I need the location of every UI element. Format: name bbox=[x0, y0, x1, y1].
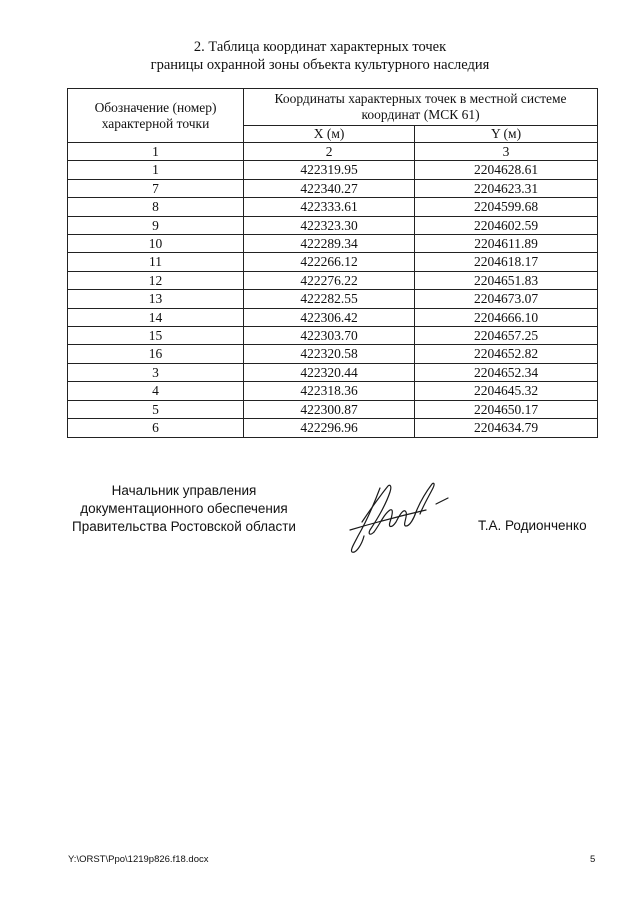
x-coordinate-cell: 422266.12 bbox=[244, 253, 415, 271]
point-number-cell: 15 bbox=[68, 327, 244, 345]
point-number-cell: 16 bbox=[68, 345, 244, 363]
point-number-cell: 13 bbox=[68, 290, 244, 308]
point-number-cell: 11 bbox=[68, 253, 244, 271]
table-row bbox=[68, 179, 598, 197]
x-coordinate-cell: 422340.27 bbox=[244, 179, 415, 197]
table-row bbox=[68, 235, 598, 253]
coordinates-table bbox=[67, 88, 598, 438]
table-row bbox=[68, 327, 598, 345]
column-number-row bbox=[68, 143, 598, 161]
x-coordinate-cell: 422319.95 bbox=[244, 161, 415, 179]
header-y: Y (м) bbox=[415, 126, 598, 143]
table-row bbox=[68, 271, 598, 289]
x-coordinate-cell: 422300.87 bbox=[244, 400, 415, 418]
x-coordinate-cell: 422320.44 bbox=[244, 363, 415, 381]
position-line-2: документационного обеспечения bbox=[80, 501, 288, 516]
header-point-designation: Обозначение (номер) характерной точки bbox=[68, 89, 244, 143]
table-row bbox=[68, 382, 598, 400]
x-coordinate-cell: 422323.30 bbox=[244, 216, 415, 234]
y-coordinate-cell: 2204651.83 bbox=[415, 271, 598, 289]
point-number-cell: 8 bbox=[68, 198, 244, 216]
point-number-cell: 4 bbox=[68, 382, 244, 400]
title-line-2: границы охранной зоны объекта культурного наследия bbox=[150, 57, 490, 73]
y-coordinate-cell: 2204623.31 bbox=[415, 179, 598, 197]
point-number-cell: 12 bbox=[68, 271, 244, 289]
position-line-1: Начальник управления bbox=[111, 483, 257, 498]
point-number-cell: 14 bbox=[68, 308, 244, 326]
point-number-cell: 5 bbox=[68, 400, 244, 418]
y-coordinate-cell: 2204650.17 bbox=[415, 400, 598, 418]
y-coordinate-cell: 2204628.61 bbox=[415, 161, 598, 179]
table-row bbox=[68, 216, 598, 234]
title-line-1: 2. Таблица координат характерных точек bbox=[193, 39, 447, 55]
y-coordinate-cell: 2204611.89 bbox=[415, 235, 598, 253]
table-row bbox=[68, 253, 598, 271]
footer-file-path: Y:\ORST\Ppo\1219p826.f18.docx bbox=[68, 854, 209, 865]
y-coordinate-cell: 2204618.17 bbox=[415, 253, 598, 271]
y-coordinate-cell: 2204599.68 bbox=[415, 198, 598, 216]
document-title bbox=[0, 38, 640, 74]
y-coordinate-cell: 2204602.59 bbox=[415, 216, 598, 234]
point-number-cell: 10 bbox=[68, 235, 244, 253]
x-coordinate-cell: 422282.55 bbox=[244, 290, 415, 308]
footer-page-number: 5 bbox=[590, 854, 596, 865]
header-x: X (м) bbox=[244, 126, 415, 143]
y-coordinate-cell: 2204673.07 bbox=[415, 290, 598, 308]
y-coordinate-cell: 2204634.79 bbox=[415, 419, 598, 437]
position-line-3: Правительства Ростовской области bbox=[72, 519, 296, 534]
point-number-cell: 9 bbox=[68, 216, 244, 234]
y-coordinate-cell: 2204666.10 bbox=[415, 308, 598, 326]
signatory-position bbox=[66, 482, 302, 536]
x-coordinate-cell: 422276.22 bbox=[244, 271, 415, 289]
x-coordinate-cell: 422333.61 bbox=[244, 198, 415, 216]
y-coordinate-cell: 2204652.34 bbox=[415, 363, 598, 381]
x-coordinate-cell: 422289.34 bbox=[244, 235, 415, 253]
column-number: 2 bbox=[244, 143, 415, 161]
header-coordinates: Координаты характерных точек в местной системе координат (МСК 61) bbox=[244, 89, 598, 126]
table-row bbox=[68, 161, 598, 179]
signatory-name: Т.А. Родионченко bbox=[478, 518, 587, 533]
table-row bbox=[68, 363, 598, 381]
y-coordinate-cell: 2204645.32 bbox=[415, 382, 598, 400]
y-coordinate-cell: 2204657.25 bbox=[415, 327, 598, 345]
table-row bbox=[68, 308, 598, 326]
table-row bbox=[68, 400, 598, 418]
x-coordinate-cell: 422296.96 bbox=[244, 419, 415, 437]
x-coordinate-cell: 422318.36 bbox=[244, 382, 415, 400]
y-coordinate-cell: 2204652.82 bbox=[415, 345, 598, 363]
x-coordinate-cell: 422303.70 bbox=[244, 327, 415, 345]
handwritten-signature bbox=[340, 474, 455, 556]
x-coordinate-cell: 422306.42 bbox=[244, 308, 415, 326]
point-number-cell: 3 bbox=[68, 363, 244, 381]
table-row bbox=[68, 345, 598, 363]
column-number: 1 bbox=[68, 143, 244, 161]
point-number-cell: 1 bbox=[68, 161, 244, 179]
point-number-cell: 7 bbox=[68, 179, 244, 197]
x-coordinate-cell: 422320.58 bbox=[244, 345, 415, 363]
table-row bbox=[68, 290, 598, 308]
table-row bbox=[68, 419, 598, 437]
column-number: 3 bbox=[415, 143, 598, 161]
point-number-cell: 6 bbox=[68, 419, 244, 437]
table-row bbox=[68, 198, 598, 216]
